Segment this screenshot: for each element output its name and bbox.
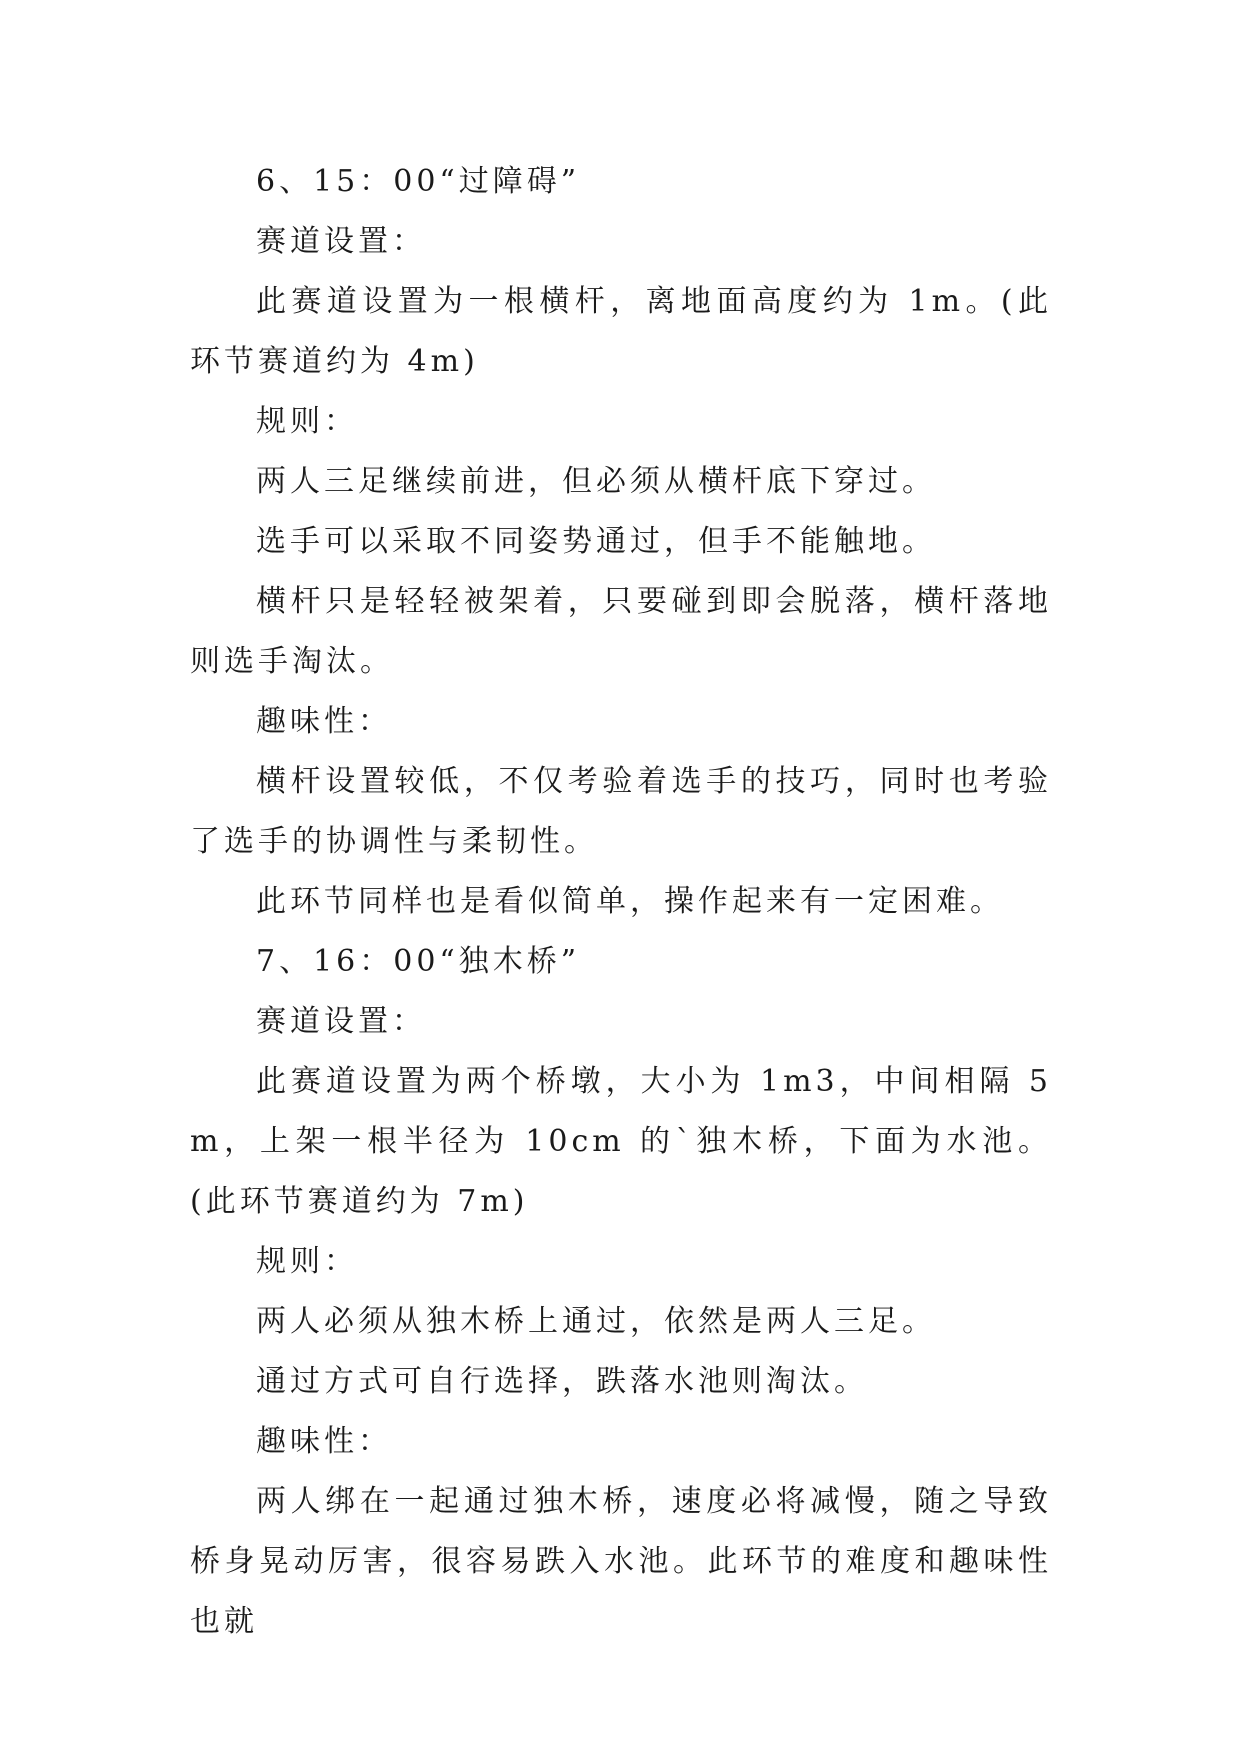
paragraph-fun: 横杆设置较低，不仅考验着选手的技巧，同时也考验了选手的协调性与柔韧性。 bbox=[190, 764, 1052, 859]
subheading-fun: 趣味性： bbox=[256, 1424, 392, 1459]
subheading-track-setup: 赛道设置： bbox=[256, 1004, 426, 1039]
subheading-fun: 趣味性： bbox=[256, 704, 392, 739]
subheading-rules: 规则： bbox=[256, 404, 358, 439]
paragraph-rule: 横杆只是轻轻被架着，只要碰到即会脱落，横杆落地则选手淘汰。 bbox=[190, 584, 1052, 679]
subheading-rules: 规则： bbox=[256, 1244, 358, 1279]
subheading-track-setup: 赛道设置： bbox=[256, 224, 426, 259]
section-heading-bridge: 7、16：00“独木桥” bbox=[256, 944, 581, 979]
section-heading-obstacle: 6、15：00“过障碍” bbox=[256, 164, 581, 199]
paragraph-fun: 此环节同样也是看似简单，操作起来有一定困难。 bbox=[256, 884, 1004, 919]
paragraph-fun: 两人绑在一起通过独木桥，速度必将减慢，随之导致桥身晃动厉害，很容易跌入水池。此环节的难度和趣味性也就 bbox=[190, 1484, 1052, 1639]
paragraph-rule: 两人三足继续前进，但必须从横杆底下穿过。 bbox=[256, 464, 936, 499]
paragraph-rule: 两人必须从独木桥上通过，依然是两人三足。 bbox=[256, 1304, 936, 1339]
paragraph-track-description: 此赛道设置为一根横杆，离地面高度约为 1m。(此环节赛道约为 4m) bbox=[190, 284, 1052, 379]
paragraph-track-description: 此赛道设置为两个桥墩，大小为 1m3，中间相隔 5m，上架一根半径为 10cm 的`独木桥，下面为水池。(此环节赛道约为 7m) bbox=[190, 1064, 1052, 1219]
paragraph-rule: 通过方式可自行选择，跌落水池则淘汰。 bbox=[256, 1364, 868, 1399]
document-page bbox=[190, 152, 1052, 1652]
paragraph-rule: 选手可以采取不同姿势通过，但手不能触地。 bbox=[256, 524, 936, 559]
